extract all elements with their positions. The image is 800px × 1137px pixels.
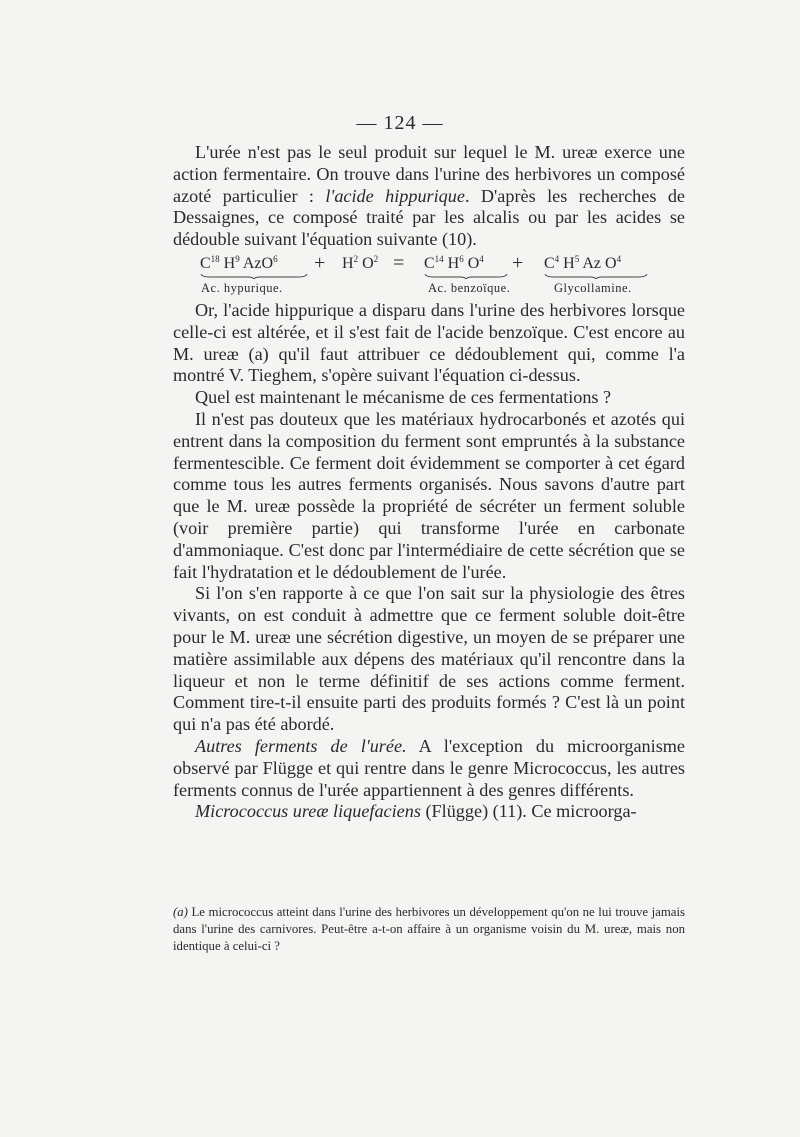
paragraph-autres: Autres ferments de l'urée. A l'exception du microorganisme observé par Flügge et qui rentre dans le genre Micrococcus, les autres ferments connus de l'urée appartiennent à des genres différents. (173, 735, 685, 800)
intro-text-1: L'urée n'est pas le seul produit sur lequel le M. ureæ exerce une action fermentaire. On trouve dans l'urine des herbivores un composé azoté particulier : (173, 142, 685, 206)
eq-term-hippuric: $C^{18}$ $H^9$ AzO$^6$ (200, 254, 278, 272)
page-number: — 124 — (356, 112, 444, 134)
label-glycollamine: Glycollamine. (554, 281, 632, 295)
eq-term-water: $H^2$ $O^2$ (342, 254, 379, 272)
main-text (173, 300, 685, 823)
eq-term-benzoic: $C^{14}$ $H^6$ $O^4$ (424, 254, 484, 272)
paragraph-si: Si l'on s'en rapporte à ce que l'on sait sur la physiologie des êtres vivants, on est conduit à admettre que ce ferment soluble doit-être pour le M. ureæ une sécrétion digestive, un moyen de se préparer une matière assimilable aux dépens des matériaux qu'il rencontre dans la liqueur et non le terme définitif de ses actions comme ferment. Comment tire-t-il ensuite parti des produits formés ? C'est là un point qui n'a pas été abordé. (173, 583, 685, 735)
footnote-text: Le micrococcus atteint dans l'urine des herbivores un développement qu'on ne lui trouve jamais dans l'urine des carnivores. Peut-être a-t-on affaire à un organisme voisin du M. ureæ, mais non identique à celui-ci ? (173, 905, 685, 953)
brace-hippuric (200, 273, 308, 279)
eq-term-glycollamine: $C^4$ $H^5$ Az $O^4$ (544, 254, 622, 272)
eq-plus-1: + (314, 252, 326, 274)
heading-micrococcus: Micrococcus ureæ liquefaciens (195, 801, 421, 822)
label-benzoic: Ac. benzoïque. (428, 281, 511, 295)
footnote-mark: (a) (173, 905, 188, 919)
paragraph-il: Il n'est pas douteux que les matériaux hydrocarbonés et azotés qui entrent dans la composition du ferment sont empruntés à la substance fermentescible. Ce ferment doit évidemment se comporter à cet égard comme tous les autres ferments organisés. Nous savons d'autre part que le M. ureæ possède la propriété de sécréter un ferment soluble (voir première partie) qui transforme l'urée en carbonate d'ammoniaque. C'est donc par l'intermédiaire de cette sécrétion que se fait l'hydratation et le dédoublement de l'urée. (173, 408, 685, 582)
footnote (173, 904, 685, 955)
eq-equals: = (393, 252, 405, 274)
paragraph-intro (173, 142, 685, 251)
brace-glycollamine (544, 273, 648, 279)
paragraph-quel: Quel est maintenant le mécanisme de ces fermentations ? (195, 387, 612, 408)
label-hippuric: Ac. hypurique. (201, 281, 283, 295)
chemical-equation (200, 254, 670, 300)
paragraph-micrococcus: Micrococcus ureæ liquefaciens (Flügge) (11). Ce microorga- (195, 801, 637, 822)
intro-italic: l'acide hippurique (325, 185, 465, 206)
eq-plus-2: + (512, 252, 524, 274)
heading-autres-ferments: Autres ferments de l'urée. (195, 735, 407, 756)
intro-text-2: . D'après les recherches de Dessaignes, ce composé traité par les alcalis ou par les acides se dédouble suivant l'équation suivante (10). (173, 185, 685, 250)
brace-benzoic (424, 273, 508, 279)
paragraph-or: Or, l'acide hippurique a disparu dans l'urine des herbivores lorsque celle-ci est altérée, et il s'est fait de l'acide benzoïque. C'est encore au M. ureæ (a) qu'il faut attribuer ce dédoublement qui, comme l'a montré V. Tieghem, s'opère suivant l'équation ci-dessus. (173, 300, 685, 386)
